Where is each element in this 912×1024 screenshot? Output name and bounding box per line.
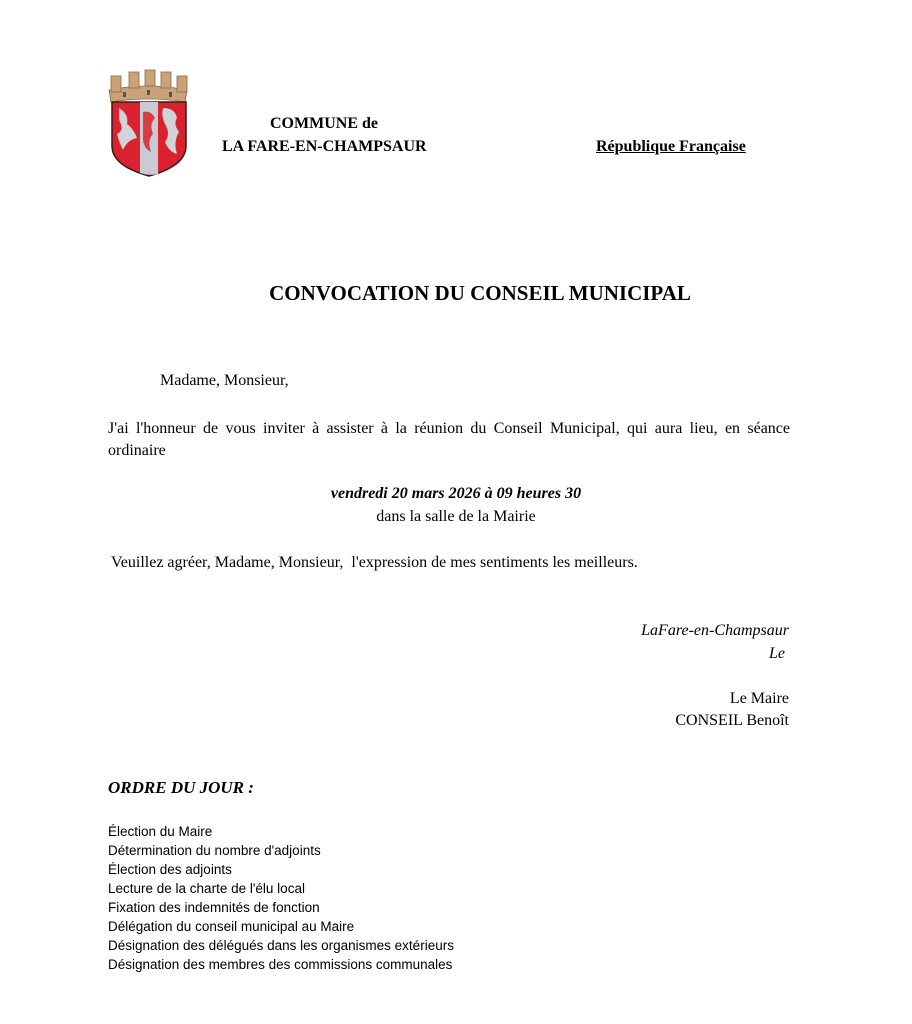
agenda-item: Fixation des indemnités de fonction bbox=[108, 900, 320, 915]
invitation-paragraph: J'ai l'honneur de vous inviter à assister à la réunion du Conseil Municipal, qui aura lieu, en séance ordinaire bbox=[108, 420, 790, 459]
signature-role: Le Maire bbox=[729, 690, 789, 707]
signature-date: Le bbox=[769, 645, 785, 662]
agenda-item: Désignation des membres des commissions communales bbox=[108, 957, 453, 972]
commune-name: LA FARE-EN-CHAMPSAUR bbox=[222, 138, 427, 155]
document-title: CONVOCATION DU CONSEIL MUNICIPAL bbox=[269, 281, 691, 305]
coat-of-arms-icon bbox=[103, 68, 193, 178]
agenda-heading: ORDRE DU JOUR : bbox=[108, 778, 254, 797]
commune-label: COMMUNE de bbox=[270, 115, 378, 132]
greeting: Madame, Monsieur, bbox=[160, 372, 289, 389]
signature-name: CONSEIL Benoît bbox=[675, 712, 789, 729]
signature-place: LaFare-en-Champsaur bbox=[641, 622, 789, 639]
closing-formula: Veuillez agréer, Madame, Monsieur, l'expression de mes sentiments les meilleurs. bbox=[111, 554, 638, 571]
agenda-list bbox=[108, 822, 454, 974]
agenda-item: Lecture de la charte de l'élu local bbox=[108, 881, 305, 896]
meeting-date: vendredi 20 mars 2026 à 09 heures 30 bbox=[330, 485, 582, 502]
meeting-location: dans la salle de la Mairie bbox=[376, 508, 536, 525]
agenda-item: Délégation du conseil municipal au Maire bbox=[108, 919, 355, 934]
agenda-item: Désignation des délégués dans les organismes extérieurs bbox=[108, 938, 454, 953]
republic-label: République Française bbox=[596, 138, 746, 155]
agenda-item: Élection du Maire bbox=[108, 824, 213, 839]
agenda-item: Élection des adjoints bbox=[108, 862, 232, 877]
agenda-item: Détermination du nombre d'adjoints bbox=[108, 843, 321, 858]
